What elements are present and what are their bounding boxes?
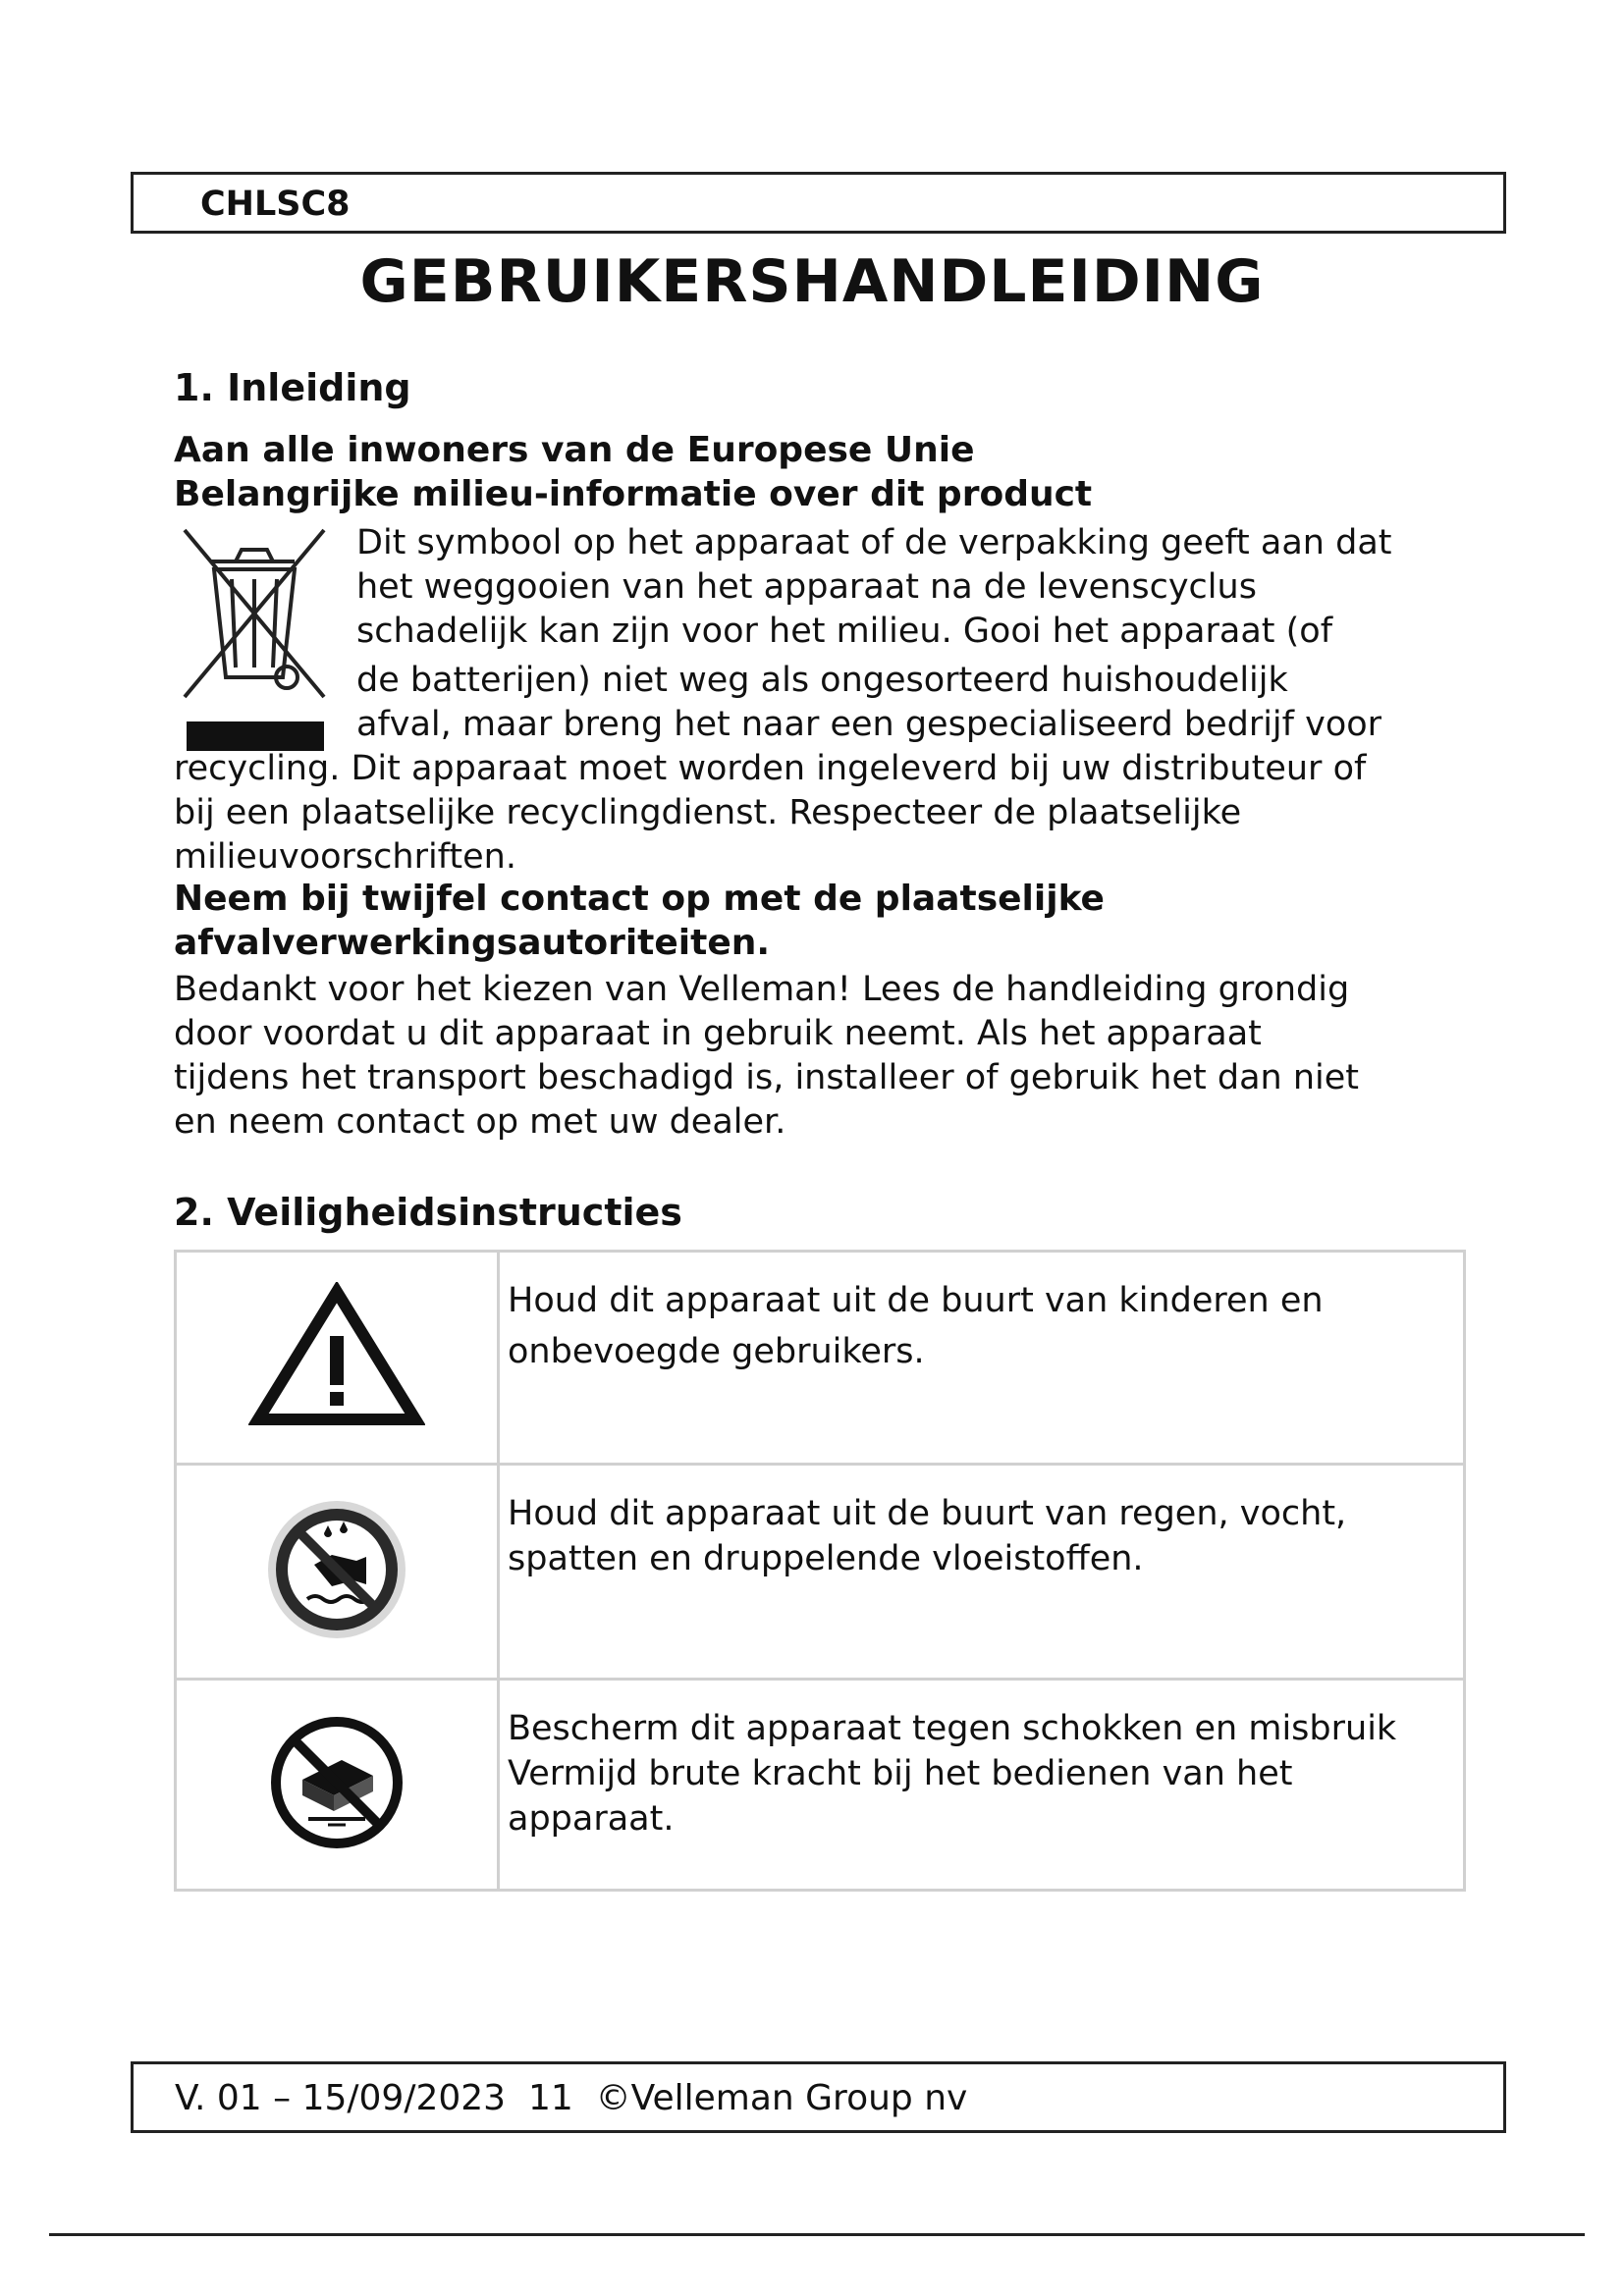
- row-3-line-2: Vermijd brute kracht bij het bedienen van het: [508, 1754, 1293, 1793]
- icon-cell: [176, 1252, 499, 1465]
- thanks-line-1: Bedankt voor het kiezen van Velleman! Lees de handleiding grondig: [174, 970, 1350, 1009]
- text-cell: [499, 1465, 1465, 1680]
- section-2-heading: 2. Veiligheidsinstructies: [174, 1191, 682, 1234]
- row-2-line-2: spatten en druppelende vloeistoffen.: [508, 1539, 1144, 1578]
- icon-cell: [176, 1465, 499, 1680]
- no-impact-icon: [263, 1709, 410, 1856]
- body-line-4: de batterijen) niet weg als ongesorteerd huishoudelijk: [356, 661, 1288, 700]
- row-2-line-1: Houd dit apparaat uit de buurt van regen, vocht,: [508, 1494, 1347, 1533]
- bottom-divider: [49, 2233, 1585, 2236]
- thanks-line-3: tijdens het transport beschadigd is, installeer of gebruik het dan niet: [174, 1058, 1360, 1097]
- footer-text: V. 01 – 15/09/2023 11 ©Velleman Group nv: [175, 2078, 968, 2118]
- footer-box: [131, 2061, 1506, 2133]
- table-row: [176, 1252, 1465, 1465]
- warning-triangle-icon: [248, 1282, 425, 1429]
- text-cell: [499, 1252, 1465, 1465]
- body-line-5: afval, maar breng het naar een gespecialiseerd bedrijf voor: [356, 705, 1382, 744]
- table-row: [176, 1465, 1465, 1680]
- notice-line-2: afvalverwerkingsautoriteiten.: [174, 923, 771, 963]
- thanks-line-2: door voordat u dit apparaat in gebruik neemt. Als het apparaat: [174, 1014, 1262, 1053]
- section-1-heading: 1. Inleiding: [174, 366, 411, 409]
- environment-info-line: Belangrijke milieu-informatie over dit product: [174, 474, 1093, 514]
- document-title: GEBRUIKERSHANDLEIDING: [359, 247, 1265, 316]
- body-line-3: schadelijk kan zijn voor het milieu. Gooi het apparaat (of: [356, 612, 1333, 651]
- header-box: [131, 172, 1506, 234]
- row-3-line-1: Bescherm dit apparaat tegen schokken en misbruik: [508, 1709, 1397, 1748]
- thanks-line-4: en neem contact op met uw dealer.: [174, 1102, 786, 1142]
- weee-bin-icon: [177, 520, 334, 766]
- row-1-line-1: Houd dit apparaat uit de buurt van kinderen en: [508, 1281, 1324, 1320]
- body-line-6: recycling. Dit apparaat moet worden ingeleverd bij uw distributeur of: [174, 749, 1367, 788]
- row-3-line-3: apparaat.: [508, 1799, 675, 1839]
- no-moisture-icon: [263, 1496, 410, 1643]
- notice-line-1: Neem bij twijfel contact op met de plaatselijke: [174, 879, 1105, 919]
- safety-table: [174, 1250, 1466, 1892]
- table-row: [176, 1680, 1465, 1891]
- model-name: CHLSC8: [200, 185, 351, 224]
- body-line-2: het weggooien van het apparaat na de levenscyclus: [356, 567, 1257, 607]
- text-cell: [499, 1680, 1465, 1891]
- row-1-line-2: onbevoegde gebruikers.: [508, 1332, 925, 1371]
- body-line-7: bij een plaatselijke recyclingdienst. Respecteer de plaatselijke: [174, 793, 1242, 832]
- body-line-1: Dit symbool op het apparaat of de verpakking geeft aan dat: [356, 523, 1392, 562]
- body-line-8: milieuvoorschriften.: [174, 837, 516, 877]
- icon-cell: [176, 1680, 499, 1891]
- eu-residents-line: Aan alle inwoners van de Europese Unie: [174, 430, 975, 470]
